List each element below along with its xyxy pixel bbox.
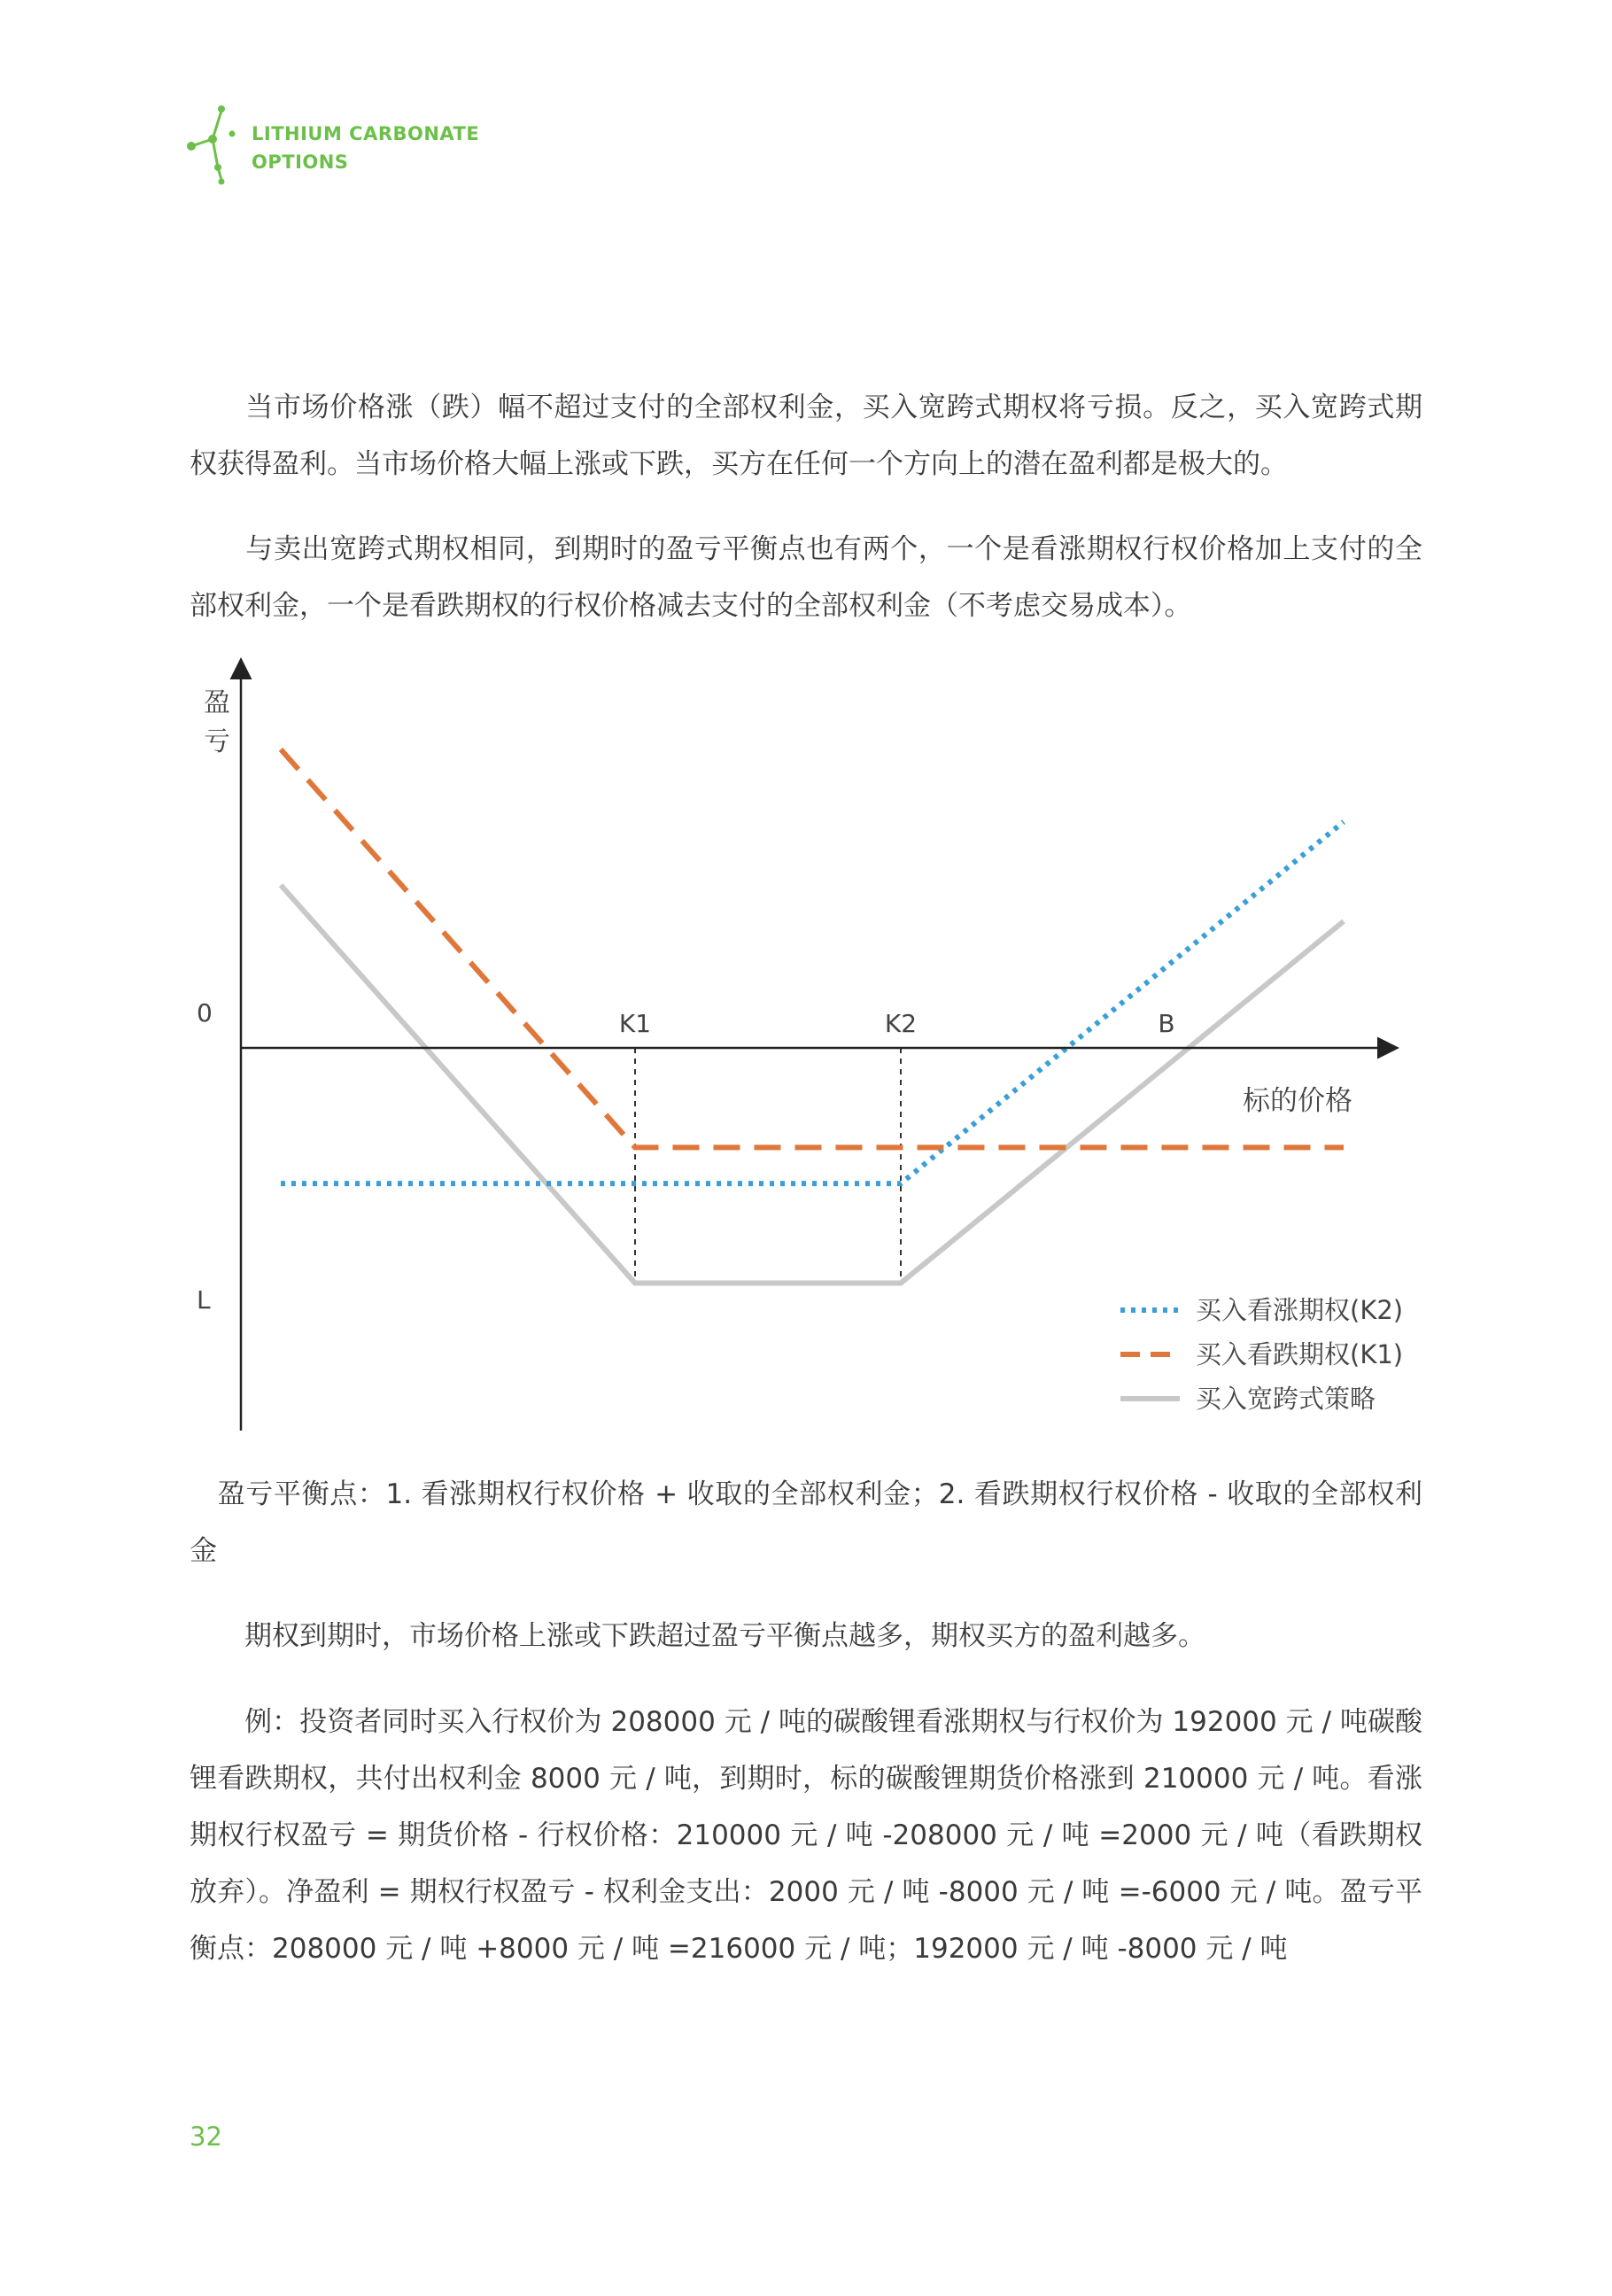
page-number: 32 [190,2121,222,2152]
legend [1120,1295,1403,1414]
y-tick-L: L [197,1285,211,1315]
paragraph-3: 盈亏平衡点：1. 看涨期权行权价格 + 收取的全部权利金；2. 看跌期权行权价格 - 收取的全部权利金 [190,1478,1422,1567]
paragraph-1: 当市场价格涨（跌）幅不超过支付的全部权利金，买入宽跨式期权将亏损。反之，买入宽跨式期权获得盈利。当市场价格大幅上涨或下跌，买方在任何一个方向上的潜在盈利都是极大的。 [190,392,1422,480]
legend-label-call: 买入看涨期权(K2) [1196,1295,1404,1325]
header-title-line2: OPTIONS [252,151,349,173]
header-title-line1: LITHIUM CARBONATE [252,123,480,144]
paragraph-4: 期权到期时，市场价格上涨或下跌超过盈亏平衡点越多，期权买方的盈利越多。 [190,1620,1205,1652]
y-tick-zero: 0 [197,998,213,1028]
marker-label-k1: K1 [618,1009,652,1038]
legend-label-strangle: 买入宽跨式策略 [1196,1384,1376,1414]
payoff-chart-svg [168,651,1435,1448]
header-title [252,120,479,176]
y-axis-label-char-1: 盈 [204,687,230,718]
page-header [186,102,558,190]
series-line-call [281,822,1344,1183]
x-axis-label: 标的价格 [1243,1085,1352,1117]
paragraph-5: 例：投资者同时买入行权价为 208000 元 / 吨的碳酸锂看涨期权与行权价为 192000 元 / 吨碳酸锂看跌期权，共付出权利金 8000 元 / 吨，到期时，标的碳酸锂期货价格涨到 210000 元 / 吨。看涨期权行权盈亏 = 期货价格 - 行权价格：210000 元 / 吨 -208000 元 / 吨 =2000 元 / 吨（看跌期权放弃）。净盈利 = 期权行权盈亏 - 权利金支出：2000 元 / 吨 -8000 元 / 吨 =-6000 元 / 吨。盈亏平衡点：208000 元 / 吨 +8000 元 / 吨 =216000 元 / 吨；192000 元 / 吨 -8000 元 / 吨 [190,1706,1422,1965]
marker-label-k2: K2 [884,1009,918,1038]
legend-label-put: 买入看跌期权(K1) [1196,1339,1404,1369]
molecule-logo-icon [186,102,239,190]
series-line-put [281,749,1344,1147]
marker-label-b: B [1158,1009,1175,1038]
series-line-strangle [281,885,1344,1283]
payoff-chart [168,651,1435,1448]
paragraph-2: 与卖出宽跨式期权相同，到期时的盈亏平衡点也有两个，一个是看涨期权行权价格加上支付的全部权利金，一个是看跌期权的行权价格减去支付的全部权利金（不考虑交易成本）。 [190,533,1422,622]
y-axis-label-char-2: 亏 [204,726,230,757]
